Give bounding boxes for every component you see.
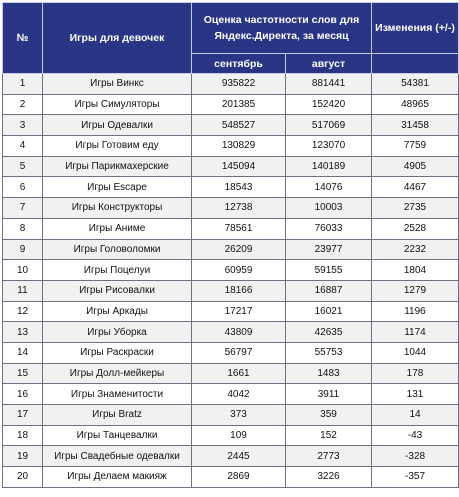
row-number: 14: [3, 342, 43, 363]
table-row: [3, 74, 459, 95]
row-number: 3: [3, 115, 43, 136]
change-value: 1804: [372, 260, 459, 281]
september-value: 109: [192, 425, 286, 446]
row-number: 20: [3, 467, 43, 488]
change-value: 2232: [372, 239, 459, 260]
august-value: 3911: [286, 384, 372, 405]
row-number: 15: [3, 363, 43, 384]
august-value: 14076: [286, 177, 372, 198]
september-value: 2869: [192, 467, 286, 488]
change-value: 48965: [372, 94, 459, 115]
row-number: 18: [3, 425, 43, 446]
game-category: Игры Долл-мейкеры: [43, 363, 192, 384]
change-value: -43: [372, 425, 459, 446]
change-value: 1196: [372, 301, 459, 322]
row-number: 5: [3, 156, 43, 177]
change-value: 131: [372, 384, 459, 405]
august-value: 3226: [286, 467, 372, 488]
table-row: [3, 115, 459, 136]
august-value: 152420: [286, 94, 372, 115]
august-value: 1483: [286, 363, 372, 384]
august-value: 10003: [286, 198, 372, 219]
row-number: 17: [3, 405, 43, 426]
row-number: 8: [3, 218, 43, 239]
row-number: 2: [3, 94, 43, 115]
table-row: [3, 239, 459, 260]
header-august: август: [286, 54, 372, 74]
change-value: 178: [372, 363, 459, 384]
game-category: Игры Одевалки: [43, 115, 192, 136]
september-value: 145094: [192, 156, 286, 177]
september-value: 60959: [192, 260, 286, 281]
game-category: Игры Знаменитости: [43, 384, 192, 405]
header-change-blank: [372, 54, 459, 74]
change-value: 1044: [372, 342, 459, 363]
table-row: [3, 94, 459, 115]
change-value: 54381: [372, 74, 459, 95]
september-value: 78561: [192, 218, 286, 239]
change-value: 1174: [372, 322, 459, 343]
august-value: 16021: [286, 301, 372, 322]
change-value: 7759: [372, 136, 459, 157]
game-category: Игры Готовим еду: [43, 136, 192, 157]
row-number: 11: [3, 280, 43, 301]
table-row: [3, 425, 459, 446]
august-value: 55753: [286, 342, 372, 363]
change-value: 31458: [372, 115, 459, 136]
september-value: 26209: [192, 239, 286, 260]
game-category: Игры Поцелуи: [43, 260, 192, 281]
row-number: 1: [3, 74, 43, 95]
frequency-table: [2, 2, 459, 488]
table-row: [3, 342, 459, 363]
change-value: 2735: [372, 198, 459, 219]
table-row: [3, 280, 459, 301]
august-value: 152: [286, 425, 372, 446]
table-row: [3, 260, 459, 281]
change-value: 4467: [372, 177, 459, 198]
row-number: 16: [3, 384, 43, 405]
game-category: Игры Bratz: [43, 405, 192, 426]
header-category: Игры для девочек: [43, 3, 192, 74]
change-value: 4905: [372, 156, 459, 177]
table-row: [3, 198, 459, 219]
game-category: Игры Свадебные одевалки: [43, 446, 192, 467]
table-body: [3, 74, 459, 488]
table-row: [3, 446, 459, 467]
table-header: [3, 3, 459, 74]
row-number: 6: [3, 177, 43, 198]
august-value: 23977: [286, 239, 372, 260]
august-value: 42635: [286, 322, 372, 343]
change-value: 1279: [372, 280, 459, 301]
august-value: 359: [286, 405, 372, 426]
row-number: 9: [3, 239, 43, 260]
table-row: [3, 301, 459, 322]
header-september: сентябрь: [192, 54, 286, 74]
august-value: 59155: [286, 260, 372, 281]
table-row: [3, 136, 459, 157]
september-value: 2445: [192, 446, 286, 467]
september-value: 43809: [192, 322, 286, 343]
game-category: Игры Раскраски: [43, 342, 192, 363]
game-category: Игры Конструкторы: [43, 198, 192, 219]
change-value: -357: [372, 467, 459, 488]
august-value: 881441: [286, 74, 372, 95]
row-number: 7: [3, 198, 43, 219]
game-category: Игры Аниме: [43, 218, 192, 239]
row-number: 10: [3, 260, 43, 281]
table-row: [3, 177, 459, 198]
august-value: 517069: [286, 115, 372, 136]
header-change: Изменения (+/-): [372, 3, 459, 54]
game-category: Игры Винкс: [43, 74, 192, 95]
september-value: 18166: [192, 280, 286, 301]
change-value: 2528: [372, 218, 459, 239]
change-value: -328: [372, 446, 459, 467]
table-row: [3, 218, 459, 239]
august-value: 16887: [286, 280, 372, 301]
game-category: Игры Уборка: [43, 322, 192, 343]
game-category: Игры Симуляторы: [43, 94, 192, 115]
table-row: [3, 384, 459, 405]
game-category: Игры Аркады: [43, 301, 192, 322]
september-value: 17217: [192, 301, 286, 322]
september-value: 1661: [192, 363, 286, 384]
table-row: [3, 322, 459, 343]
table-row: [3, 156, 459, 177]
game-category: Игры Головоломки: [43, 239, 192, 260]
row-number: 4: [3, 136, 43, 157]
game-category: Игры Делаем макияж: [43, 467, 192, 488]
august-value: 123070: [286, 136, 372, 157]
september-value: 56797: [192, 342, 286, 363]
september-value: 18543: [192, 177, 286, 198]
august-value: 140189: [286, 156, 372, 177]
september-value: 548527: [192, 115, 286, 136]
september-value: 4042: [192, 384, 286, 405]
september-value: 12738: [192, 198, 286, 219]
header-number: №: [3, 3, 43, 74]
september-value: 935822: [192, 74, 286, 95]
game-category: Игры Парикмахерские: [43, 156, 192, 177]
game-category: Игры Escape: [43, 177, 192, 198]
table-row: [3, 467, 459, 488]
table-row: [3, 363, 459, 384]
september-value: 130829: [192, 136, 286, 157]
september-value: 373: [192, 405, 286, 426]
table-row: [3, 405, 459, 426]
game-category: Игры Рисовалки: [43, 280, 192, 301]
august-value: 2773: [286, 446, 372, 467]
game-category: Игры Танцевалки: [43, 425, 192, 446]
september-value: 201385: [192, 94, 286, 115]
row-number: 12: [3, 301, 43, 322]
header-frequency: Оценка частотности слов для Яндекс.Директа, за месяц: [192, 3, 372, 54]
row-number: 13: [3, 322, 43, 343]
august-value: 76033: [286, 218, 372, 239]
change-value: 14: [372, 405, 459, 426]
row-number: 19: [3, 446, 43, 467]
